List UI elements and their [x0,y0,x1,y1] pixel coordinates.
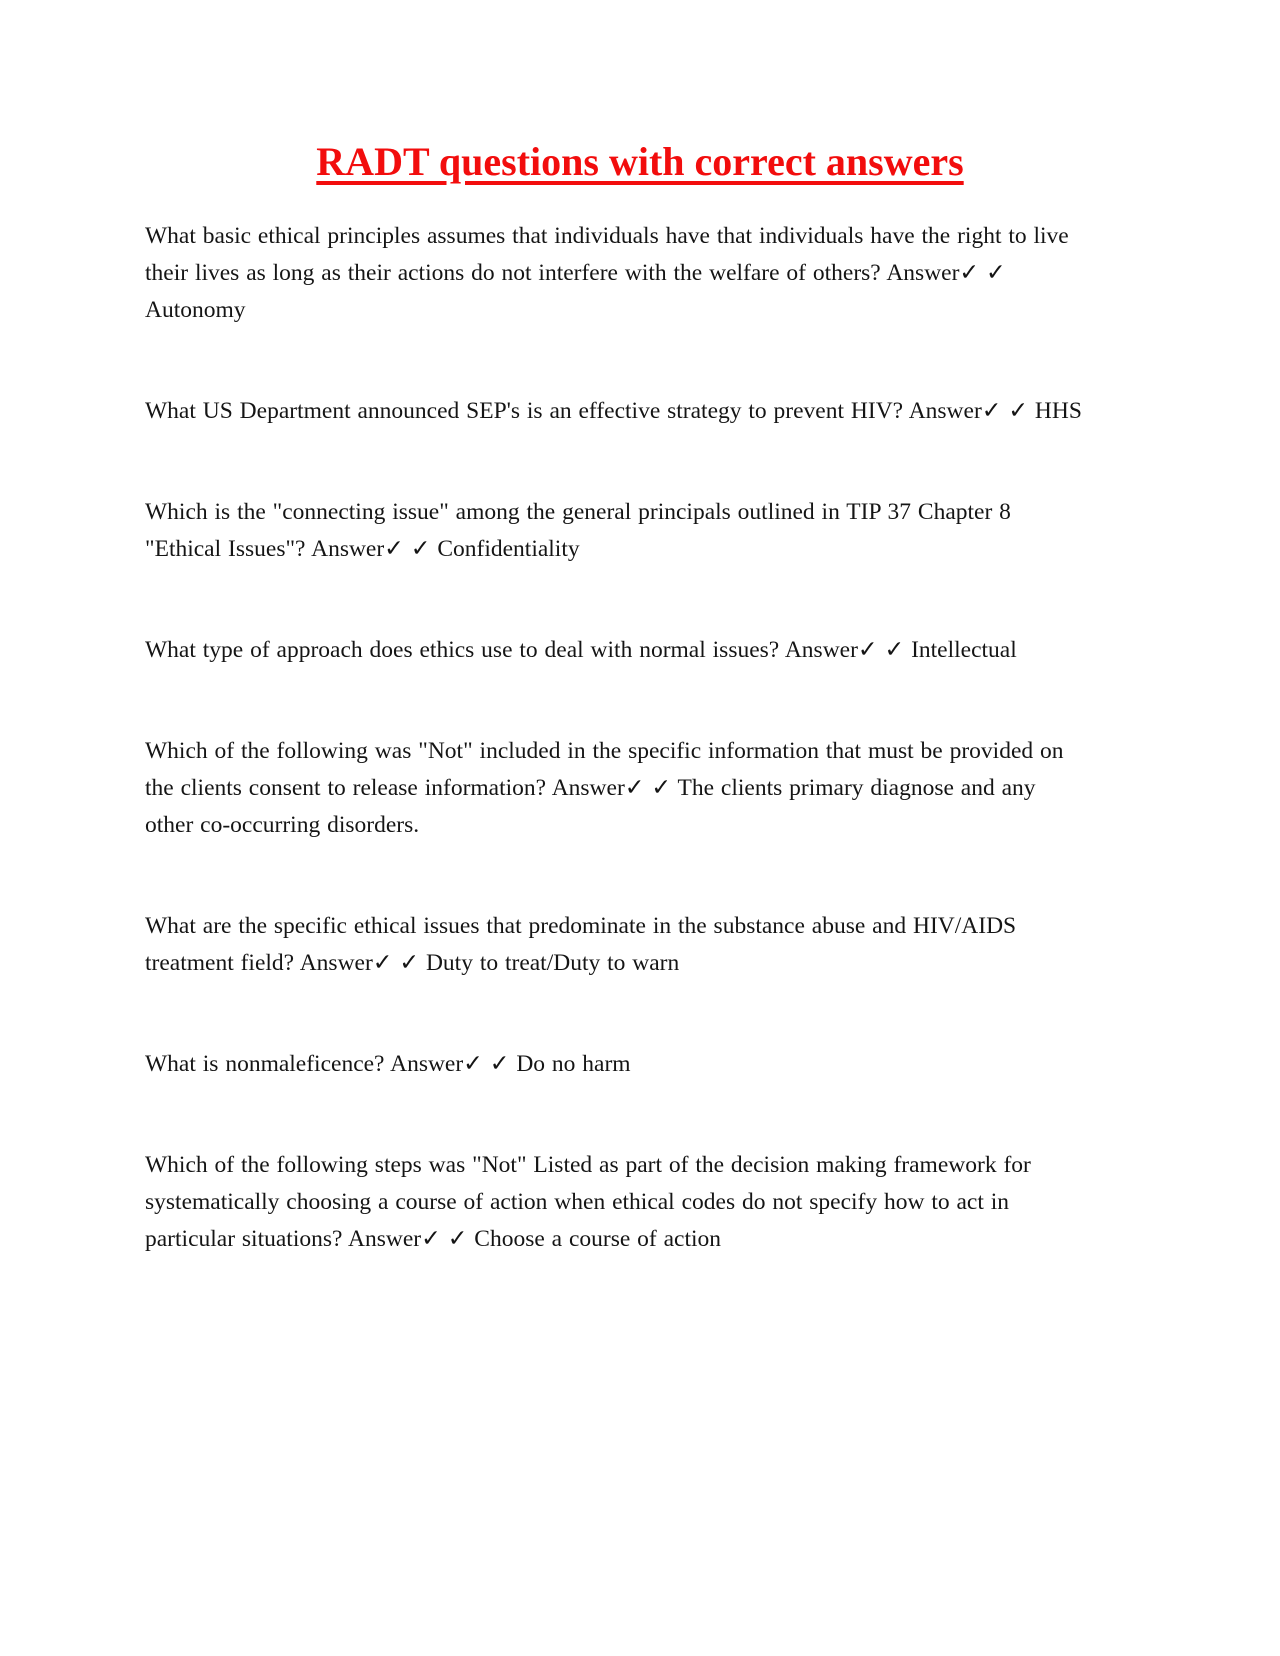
question-text: What basic ethical principles assumes that individuals have that individuals have the right to live their lives as long as their actions do not interfere with the welfare of others? [145,223,1069,286]
qa-item [145,908,1090,982]
answer-text: Autonomy [145,297,246,323]
question-text: Which of the following steps was "Not" Listed as part of the decision making framework for systematically choosing a course of action when ethical codes do not specify how to act in particular situations? [145,1152,1031,1252]
question-text: What are the specific ethical issues that predominate in the substance abuse and HIV/AIDS treatment field? [145,913,1017,976]
answer-marker: Answer✓ ✓ [908,398,1029,424]
answer-marker: Answer✓ ✓ [784,637,905,663]
question-text: Which of the following was "Not" included in the specific information that must be provided on the clients consent to release information? [145,738,1064,801]
answer-marker: Answer✓ ✓ [551,775,672,801]
answer-text: Confidentiality [437,536,580,562]
answer-text: Do no harm [516,1051,631,1077]
qa-item [145,1147,1090,1258]
answer-marker: Answer✓ ✓ [311,536,431,562]
qa-item [145,494,1090,568]
question-text: What US Department announced SEP's is an effective strategy to prevent HIV? [145,398,904,424]
qa-item [145,218,1090,329]
answer-text: The clients primary diagnose and any other co-occurring disorders. [145,775,1036,838]
answer-text: Duty to treat/Duty to warn [425,950,680,976]
answer-marker: Answer✓ ✓ [299,950,420,976]
answer-text: Choose a course of action [474,1226,722,1252]
answer-marker: Answer✓ ✓ [348,1226,468,1252]
answer-marker: Answer✓ ✓ [886,260,1006,286]
qa-item [145,632,1090,669]
question-text: Which is the "connecting issue" among the general principals outlined in TIP 37 Chapter 8 "Ethical Issues"? [145,499,1011,562]
page-title: RADT questions with correct answers [316,139,964,184]
answer-text: Intellectual [911,637,1017,663]
question-text: What type of approach does ethics use to deal with normal issues? [145,637,780,663]
answer-marker: Answer✓ ✓ [390,1051,510,1077]
question-text: What is nonmaleficence? [145,1051,385,1077]
qa-item [145,733,1090,844]
qa-item [145,1046,1090,1083]
qa-item [145,393,1090,430]
answer-text: HHS [1034,398,1082,424]
